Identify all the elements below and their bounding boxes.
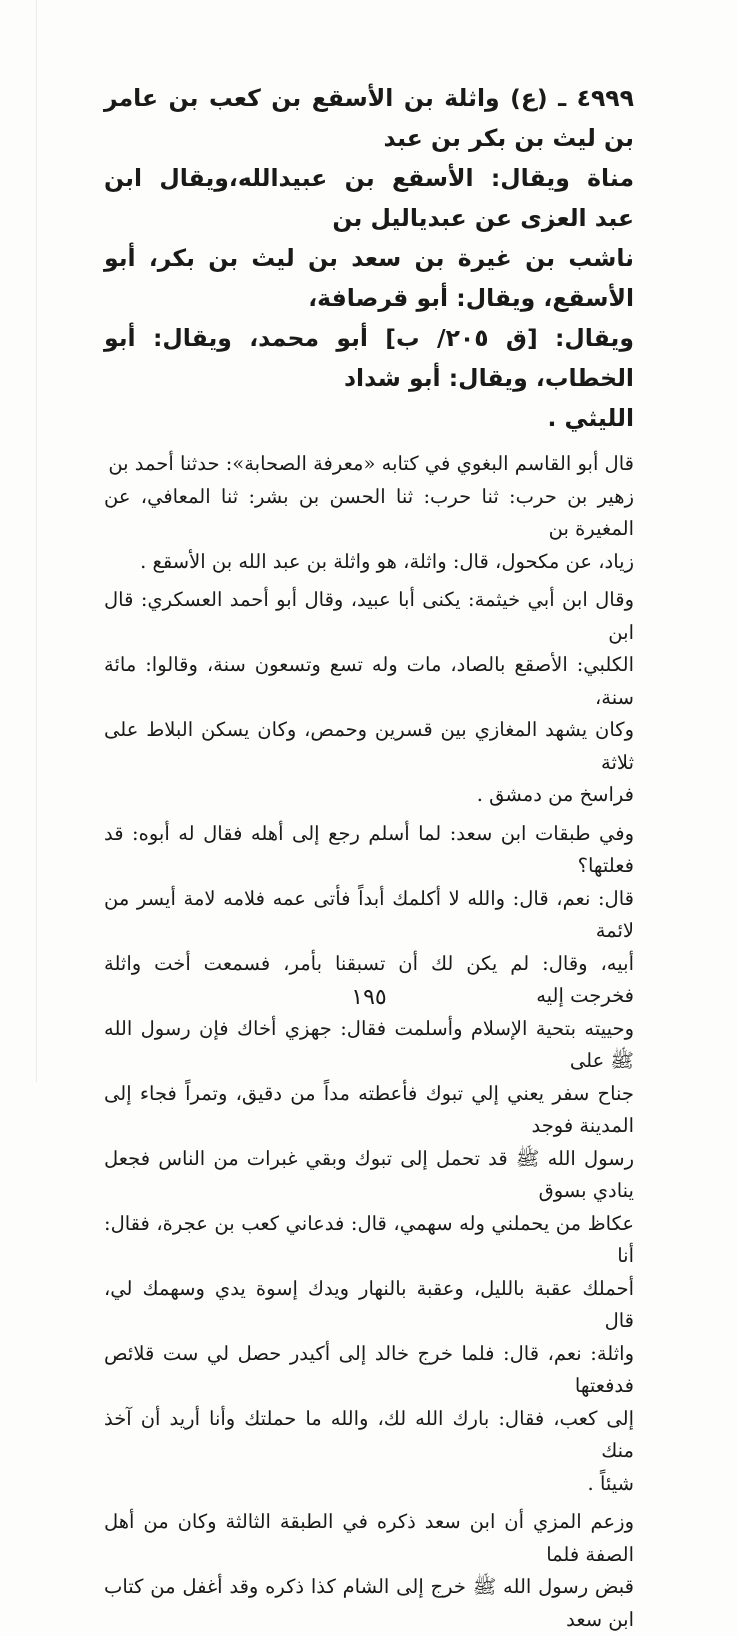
paragraph-ibn-saad: وفي طبقات ابن سعد: لما أسلم رجع إلى أهله فقال له أبوه: قد فعلتها؟ قال: نعم، قال: والله لا أكلمك أبداً فأتى عمه فلامه لامة أيسر من لائمة أبيه، وقال: لم يكن لك أن تسبقنا بأمر، فسمعت أخت واثلة فخرجت إليه وحييته بتحية الإسلام وأسلمت فقال: جهزي أخاك فإن رسول الله ﷺ على جناح سفر يعني إلي تبوك فأعطته مداً من دقيق، وتمراً فجاء إلى المدينة فوجد رسول الله ﷺ قد تحمل إلى تبوك وبقي غبرات من الناس فجعل ينادي بسوق عكاظ من يحملني وله سهمي، قال: فدعاني كعب بن عجرة، فقال: أنا أحملك عقبة بالليل، وعقبة بالنهار ويدك إسوة يدي وسهمك لي، قال واثلة: نعم، قال: فلما خرج خالد إلى أكيدر حصل لي ست قلائص فدفعتها إلى كعب، فقال: بارك الله لك، والله ما حملتك وأنا أريد أن آخذ منك شيئاً . xyxy=(104,821,634,1495)
page-edge-shadow xyxy=(36,0,37,1082)
paragraph-baghawi: قال أبو القاسم البغوي في كتابه «معرفة الصحابة»: حدثنا أحمد بن زهير بن حرب: ثنا حرب: ثنا الحسن بن بشر: ثنا المعافي، عن المغيرة بن زياد، عن مكحول، قال: واثلة، هو واثلة بن عبد الله بن الأسقع . xyxy=(104,452,634,573)
paragraph-kunya: وقال ابن أبي خيثمة: يكنى أبا عبيد، وقال أبو أحمد العسكري: قال ابن الكلبي: الأصقع بالصاد، مات وله تسع وتسعون سنة، وقالوا: مائة سنة، وكان يشهد المغازي بين قسرين وحمص، وكان يسكن البلاط على ثلاثة فراسخ من دمشق . xyxy=(104,588,634,806)
page-number: ١٩٥ xyxy=(351,985,387,1010)
paragraph-mizzi: وزعم المزي أن ابن سعد ذكره في الطبقة الثالثة وكان من أهل الصفة فلما قبض رسول الله ﷺ خرج إلى الشام كذا ذكره وقد أغفل من كتاب ابن سعد xyxy=(104,1510,634,1631)
entry-heading: ٤٩٩٩ ـ (ع) واثلة بن الأسقع بن كعب بن عامر بن ليث بن بكر بن عبد مناة ويقال: الأسقع بن عبيدالله،ويقال ابن عبد العزى عن عبدياليل بن ناشب بن غيرة بن سعد بن ليث بن بكر، أبو الأسقع، ويقال: أبو قرصافة، ويقال: [ق ٢٠٥/ ب] أبو محمد، ويقال: أبو الخطاب، ويقال: أبو شداد الليثي . xyxy=(104,84,634,432)
